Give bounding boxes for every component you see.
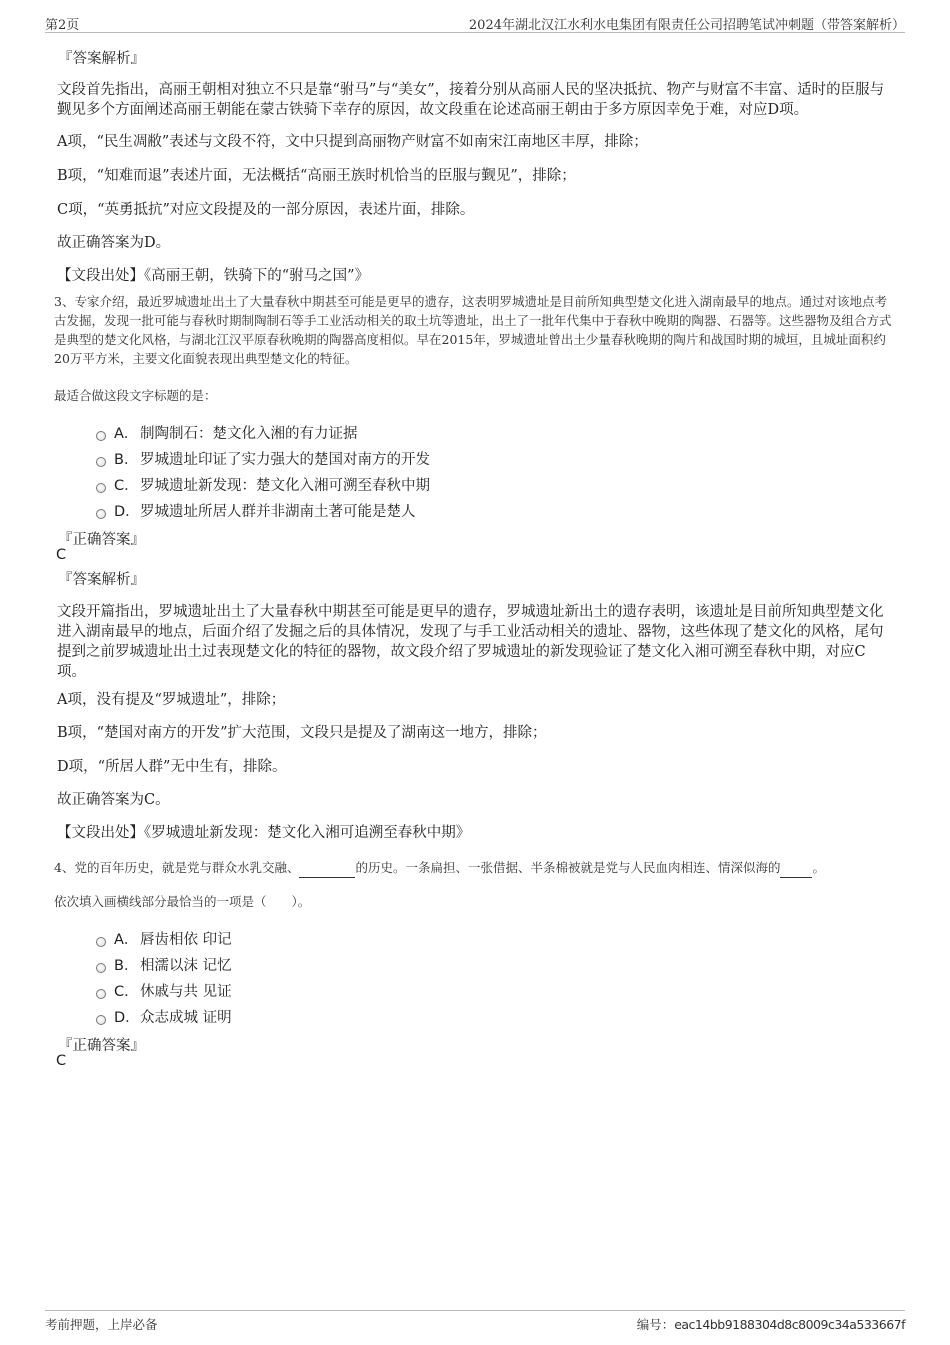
q4-text-part3: 。 <box>812 860 825 875</box>
option-letter: B． <box>114 958 139 974</box>
radio-icon[interactable] <box>96 963 106 973</box>
option-letter: D． <box>114 504 140 520</box>
q3-prompt: 最适合做这段文字标题的是： <box>54 388 217 403</box>
document-title: 2024年湖北汉江水利水电集团有限责任公司招聘笔试冲刺题（带答案解析） <box>468 18 905 33</box>
q4-text-part2: 的历史。一条扁担、一张借据、半条棉被就是党与人民血肉相连、情深似海的 <box>355 860 781 875</box>
q2-conclusion: 故正确答案为D。 <box>57 235 171 251</box>
q4-option-c[interactable] <box>96 980 232 1002</box>
q4-text-part1: 4、党的百年历史，就是党与群众水乳交融、 <box>54 860 300 875</box>
q3-analysis-line-a: A项，没有提及“罗城遗址”，排除； <box>57 692 286 708</box>
q3-source: 【文段出处】《罗城遗址新发现：楚文化入湘可追溯至春秋中期》 <box>57 825 471 841</box>
q2-analysis-line-a: A项，“民生凋敝”表述与文段不符，文中只提到高丽物产财富不如南宋江南地区丰厚，排除； <box>57 134 648 150</box>
option-text: 众志成城 证明 <box>140 1010 232 1026</box>
q4-option-b[interactable] <box>96 954 232 976</box>
option-text: 罗城遗址所居人群并非湖南土著可能是楚人 <box>140 504 416 520</box>
footer-code <box>637 1315 905 1333</box>
page-number: 第2页 <box>45 18 80 33</box>
q4-correct-label: 『正确答案』 <box>58 1038 145 1054</box>
q3-option-b[interactable] <box>96 448 430 470</box>
q3-option-a[interactable] <box>96 422 358 444</box>
q2-analysis-line-c: C项，“英勇抵抗”对应文段提及的一部分原因，表述片面，排除。 <box>57 202 475 218</box>
q3-option-d[interactable] <box>96 500 416 522</box>
radio-icon[interactable] <box>96 457 106 467</box>
q4-prompt: 依次填入画横线部分最恰当的一项是（ ）。 <box>54 894 311 909</box>
radio-icon[interactable] <box>96 937 106 947</box>
q4-blank-2 <box>780 858 812 878</box>
page-footer <box>45 1310 905 1333</box>
q4-option-a[interactable] <box>96 928 232 950</box>
q2-analysis-line-b: B项，“知难而退”表述片面，无法概括“高丽王族时机恰当的臣服与觐见”，排除； <box>57 168 576 184</box>
option-text: 休戚与共 见证 <box>140 984 232 1000</box>
q3-conclusion: 故正确答案为C。 <box>57 792 170 808</box>
option-letter: B． <box>114 452 139 468</box>
option-letter: C． <box>114 478 139 494</box>
radio-icon[interactable] <box>96 1015 106 1025</box>
option-letter: D． <box>114 1010 140 1026</box>
q3-correct-answer: C <box>56 547 67 563</box>
q4-option-d[interactable] <box>96 1006 232 1028</box>
option-text: 罗城遗址新发现：楚文化入湘可溯至春秋中期 <box>140 478 430 494</box>
radio-icon[interactable] <box>96 483 106 493</box>
q3-analysis-line-d: D项，“所居人群”无中生有，排除。 <box>57 759 287 775</box>
q3-analysis-label: 『答案解析』 <box>58 572 145 588</box>
q3-analysis-paragraph: 文段开篇指出，罗城遗址出土了大量春秋中期甚至可能是更早的遗存，罗城遗址新出土的遗存表明，该遗址是目前所知典型楚文化进入湖南最早的地点，后面介绍了发掘之后的具体情况，发现了与手工业活动相关的遗址、器物，这些体现了楚文化的风格，尾句提到之前罗城遗址出土过表现楚文化的特征的器物，故文段介绍了罗城遗址的新发现验证了楚文化入湘可溯至春秋中期，对应C项。 <box>57 604 884 680</box>
option-text: 相濡以沫 记忆 <box>140 958 232 974</box>
q4-correct-answer: C <box>56 1053 67 1069</box>
radio-icon[interactable] <box>96 509 106 519</box>
q2-analysis-label: 『答案解析』 <box>58 51 145 67</box>
option-text: 制陶制石：楚文化入湘的有力证据 <box>140 426 358 442</box>
option-letter: A． <box>114 426 139 442</box>
q3-correct-label: 『正确答案』 <box>58 532 145 548</box>
q3-option-c[interactable] <box>96 474 430 496</box>
footer-code-value: eac14bb9188304d8c8009c34a533667f <box>674 1317 905 1332</box>
option-text: 罗城遗址印证了实力强大的楚国对南方的开发 <box>140 452 430 468</box>
q4-question-text <box>54 858 899 878</box>
q3-question-text: 3、专家介绍，最近罗城遗址出土了大量春秋中期甚至可能是更早的遗存，这表明罗城遗址是目前所知典型楚文化进入湖南最早的地点。通过对该地点考古发掘，发现一批可能与春秋时期制陶制石等手工业活动相关的取土坑等遗址，出土了一批年代集中于春秋中晚期的陶器、石器等。这些器物及组合方式是典型的楚文化风格，与湖北江汉平原春秋晚期的陶器高度相似。早在2015年，罗城遗址曾出土少量春秋晚期的陶片和战国时期的城垣，且城址面积约20万平方米，主要文化面貌表现出典型楚文化的特征。 <box>54 294 892 366</box>
q2-source: 【文段出处】《高丽王朝，铁骑下的“驸马之国”》 <box>57 268 370 284</box>
q2-analysis-paragraph: 文段首先指出，高丽王朝相对独立不只是靠“驸马”与“美女”，接着分别从高丽人民的坚决抵抗、物产与财富不丰富、适时的臣服与觐见多个方面阐述高丽王朝能在蒙古铁骑下幸存的原因，故文段重在论述高丽王朝由于多方原因幸免于难，对应D项。 <box>57 82 885 118</box>
option-text: 唇齿相依 印记 <box>140 932 232 948</box>
page-header <box>45 12 905 33</box>
option-letter: C． <box>114 984 139 1000</box>
radio-icon[interactable] <box>96 989 106 999</box>
footer-code-label: 编号： <box>636 1317 675 1332</box>
radio-icon[interactable] <box>96 431 106 441</box>
q3-analysis-line-b: B项，“楚国对南方的开发”扩大范围，文段只是提及了湖南这一地方，排除； <box>57 725 547 741</box>
footer-slogan: 考前押题，上岸必备 <box>45 1317 158 1332</box>
q4-blank-1 <box>299 858 355 878</box>
option-letter: A． <box>114 932 139 948</box>
